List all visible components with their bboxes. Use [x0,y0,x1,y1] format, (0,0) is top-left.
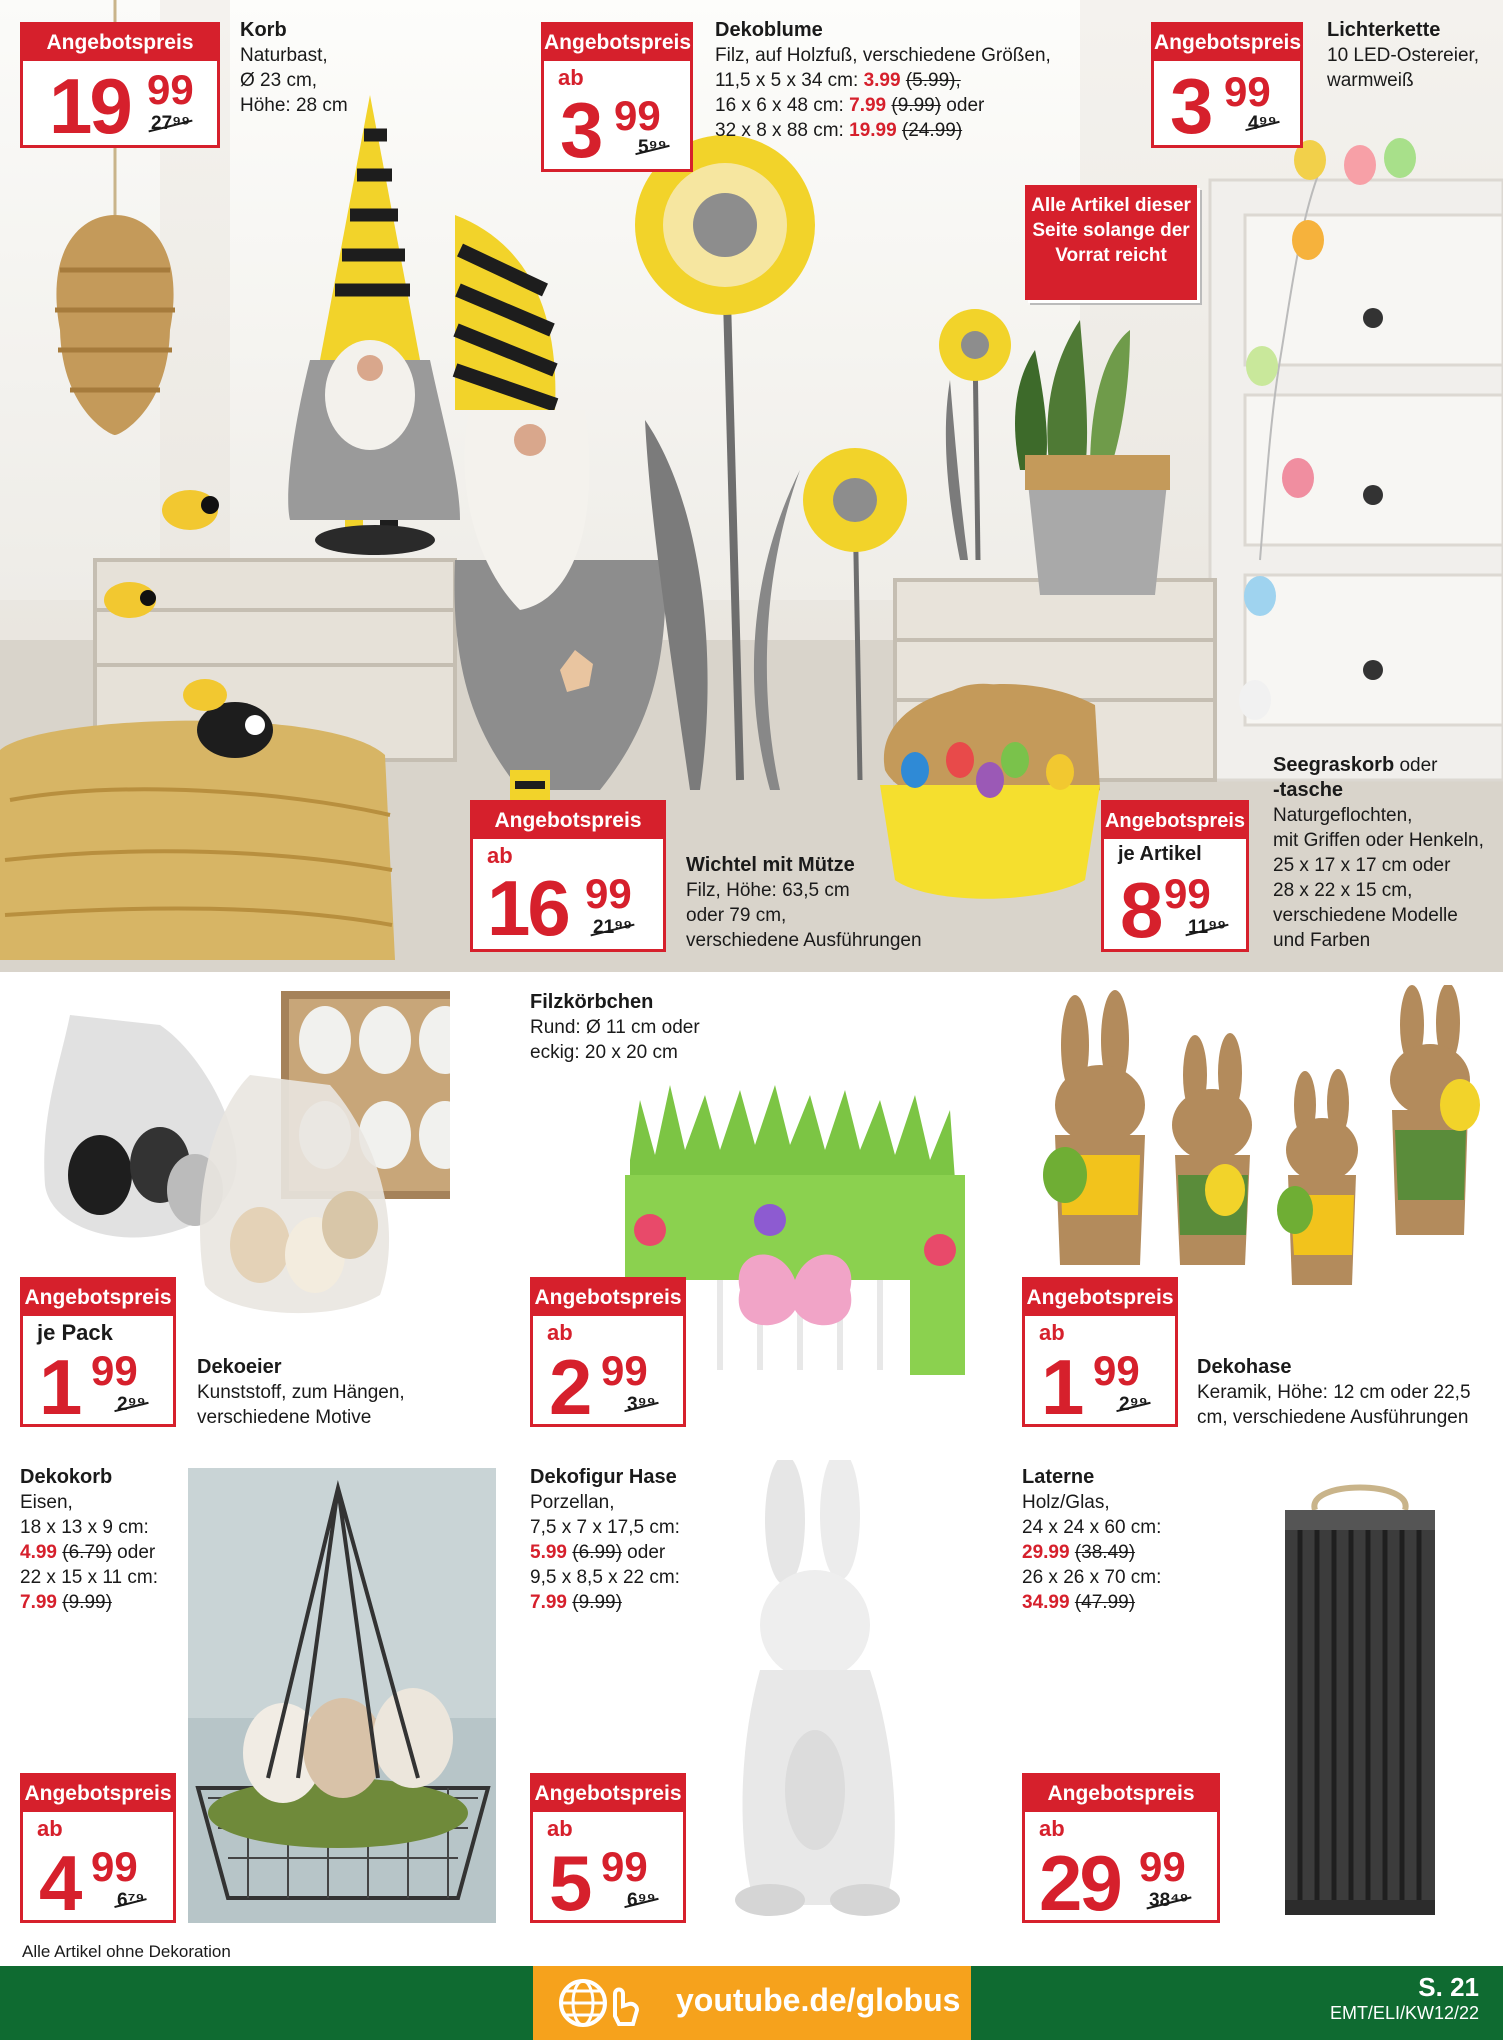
desc-line: Filz, auf Holzfuß, verschiedene Größen, [715,45,1051,66]
sale-price: 34.99 [1022,1592,1070,1613]
price-prefix: je Artikel [1118,843,1202,865]
price-prefix: ab [487,843,513,868]
old-price: (24.99) [901,120,963,141]
price-cents: 99 [91,1347,138,1394]
desc-line: mit Griffen oder Henkeln, [1273,830,1484,851]
conjunction: oder [1394,755,1438,776]
price-box-korb [20,22,220,148]
price-header: Angebotspreis [533,1280,683,1316]
price-box-seegraskorb [1101,800,1249,952]
price-cents: 99 [601,1347,648,1394]
desc-line: verschiedene Motive [197,1407,372,1428]
desc-line: Porzellan, [530,1492,615,1513]
dekokorb-illustration [188,1468,496,1923]
desc-line: verschiedene Ausführungen [686,930,922,951]
price-euro: 2 [549,1343,590,1431]
desc-line [715,93,1051,118]
price-cents: 99 [1139,1843,1186,1890]
desc-line: Ø 23 cm, [240,70,318,91]
desc-title-line [1273,753,1484,778]
old-price: 4⁹⁹ [1248,113,1277,134]
hase-figure-illustration [715,1460,925,1920]
desc-line: und Farben [1273,930,1371,951]
desc-line [715,68,1051,93]
price-header: Angebotspreis [1025,1280,1175,1316]
price-header: Angebotspreis [23,25,217,61]
desc-line: Kunststoff, zum Hängen, [197,1382,405,1403]
old-price: 38⁴⁹ [1149,1890,1189,1911]
sale-price: 7.99 [20,1592,57,1613]
conjunction: oder [941,95,985,116]
desc-line: 9,5 x 8,5 x 22 cm: [530,1567,680,1588]
price-cents: 99 [1093,1347,1140,1394]
price-euro: 5 [549,1839,590,1927]
desc-line [1022,1540,1161,1565]
youtube-url[interactable]: youtube.de/globus [676,1982,961,2018]
sale-price: 29.99 [1022,1542,1070,1563]
price-euro: 4 [39,1839,80,1927]
price-box-dekofigur-hase [530,1773,686,1927]
desc-line: 7,5 x 7 x 17,5 cm: [530,1517,680,1538]
old-price: (5.99), [905,70,961,91]
desc-line: 26 x 26 x 70 cm: [1022,1567,1162,1588]
price-box-filzkoerbchen [530,1277,686,1431]
price-header: Angebotspreis [473,803,663,839]
sale-price: 4.99 [20,1542,57,1563]
old-price: (6.99) [572,1542,622,1563]
globe-hand-icon [553,1976,663,2030]
dekohase-illustration [1020,985,1490,1305]
old-price: (9.99) [891,95,942,116]
price-prefix: ab [558,65,584,90]
old-price: 6⁷⁹ [117,1890,145,1911]
youtube-link[interactable] [533,1966,971,2040]
price-cents: 99 [1164,870,1211,917]
old-price: 2⁹⁹ [1119,1394,1148,1415]
conjunction: oder [621,1542,666,1563]
decoration-note: Alle Artikel ohne Dekoration [22,1942,231,1961]
page-number: S. 21 [1418,1972,1479,2002]
sale-price: 3.99 [863,70,901,91]
price-header: Angebotspreis [544,25,690,61]
desc-dekokorb [20,1465,158,1615]
desc-dekoblume [715,18,1051,143]
desc-line: Naturbast, [240,45,328,66]
price-prefix: ab [37,1816,63,1841]
price-prefix: ab [547,1816,573,1841]
desc-line: 22 x 15 x 11 cm: [20,1567,158,1588]
desc-line: eckig: 20 x 20 cm [530,1042,678,1063]
desc-line: cm, verschiedene Ausführungen [1197,1407,1469,1428]
desc-line: 10 LED-Ostereier, [1327,45,1480,66]
price-header: Angebotspreis [1104,803,1246,839]
price-box-lichterkette [1151,22,1303,148]
price-box-dekohase [1022,1277,1178,1431]
price-euro: 19 [49,62,130,150]
size-label: 16 x 6 x 48 cm: [715,95,850,116]
product-title: Dekokorb [20,1466,113,1488]
sale-price: 5.99 [530,1542,567,1563]
desc-korb [240,18,348,118]
desc-line: verschiedene Modelle [1273,905,1458,926]
edition-code: EMT/ELI/KW12/22 [1329,2003,1479,2023]
desc-laterne [1022,1465,1161,1615]
desc-line: Rund: Ø 11 cm oder [530,1017,700,1038]
product-title: Dekohase [1197,1356,1292,1378]
old-price: (47.99) [1074,1592,1136,1613]
price-cents: 99 [147,66,194,113]
price-box-wichtel [470,800,666,952]
product-title: Dekofigur Hase [530,1466,677,1488]
price-euro: 1 [1041,1343,1082,1431]
desc-line [1022,1590,1161,1615]
desc-filzkoerbchen [530,990,700,1065]
desc-line [530,1540,680,1565]
price-box-dekoeier [20,1277,176,1431]
desc-seegraskorb [1273,753,1484,953]
price-cents: 99 [585,870,632,917]
product-title: Filzkörbchen [530,991,654,1013]
price-box-dekoblume [541,22,693,172]
page-info [1330,1972,1479,2024]
price-box-dekokorb [20,1773,176,1927]
price-euro: 16 [487,864,568,952]
desc-line [715,118,1051,143]
desc-dekoeier [197,1355,405,1430]
price-cents: 99 [91,1843,138,1890]
price-euro: 1 [39,1343,80,1431]
desc-line: 24 x 24 x 60 cm: [1022,1517,1162,1538]
desc-line [20,1540,158,1565]
price-header: Angebotspreis [23,1280,173,1316]
dekoeier-illustration [30,985,450,1325]
price-prefix: ab [547,1320,573,1345]
desc-line: oder 79 cm, [686,905,787,926]
old-price: (38.49) [1074,1542,1136,1563]
desc-line: 18 x 13 x 9 cm: [20,1517,149,1538]
desc-line: Höhe: 28 cm [240,95,348,116]
price-prefix: je Pack [37,1320,113,1345]
old-price: (6.79) [62,1542,112,1563]
old-price: 6⁹⁹ [627,1890,656,1911]
price-euro: 3 [1170,62,1211,150]
desc-line [20,1590,158,1615]
price-cents: 99 [614,92,661,139]
old-price: 11⁹⁹ [1188,917,1227,938]
old-price: 27⁹⁹ [151,113,191,134]
sale-price: 7.99 [530,1592,567,1613]
product-title: Seegraskorb [1273,754,1395,776]
price-prefix: ab [1039,1320,1065,1345]
size-label: 11,5 x 5 x 34 cm: [715,70,864,91]
price-header: Angebotspreis [1025,1776,1217,1812]
price-header: Angebotspreis [533,1776,683,1812]
desc-line [530,1590,680,1615]
old-price: 2⁹⁹ [117,1394,146,1415]
product-title: Wichtel mit Mütze [686,854,855,876]
product-title: Lichterkette [1327,19,1441,41]
product-title: Dekoblume [715,19,823,41]
product-title-alt: -tasche [1273,779,1344,801]
stock-notice-badge: Alle Artikel dieser Seite solange der Vorrat reicht [1025,185,1197,300]
desc-line: Holz/Glas, [1022,1492,1110,1513]
desc-dekohase [1197,1355,1471,1430]
price-box-laterne [1022,1773,1220,1927]
laterne-illustration [1265,1470,1455,1920]
price-cents: 99 [1224,68,1271,115]
desc-lichterkette [1327,18,1479,93]
desc-line: 25 x 17 x 17 cm oder [1273,855,1451,876]
old-price: (9.99) [572,1592,622,1613]
product-title: Dekoeier [197,1356,282,1378]
sale-price: 19.99 [849,120,897,141]
desc-line: Naturgeflochten, [1273,805,1413,826]
price-euro: 3 [560,86,601,174]
sale-price: 7.99 [849,95,887,116]
desc-wichtel [686,853,922,953]
price-cents: 99 [601,1843,648,1890]
conjunction: oder [111,1542,156,1563]
price-header: Angebotspreis [23,1776,173,1812]
desc-line: Keramik, Höhe: 12 cm oder 22,5 [1197,1382,1471,1403]
desc-line: Filz, Höhe: 63,5 cm [686,880,850,901]
old-price: 5⁹⁹ [638,137,667,158]
size-label: 32 x 8 x 88 cm: [715,120,850,141]
price-euro: 8 [1120,866,1161,954]
old-price: (9.99) [62,1592,112,1613]
desc-dekofigur-hase [530,1465,680,1615]
price-header: Angebotspreis [1154,25,1300,61]
product-title: Korb [240,19,287,41]
price-prefix: ab [1039,1816,1065,1841]
price-euro: 29 [1039,1839,1120,1927]
desc-line: Eisen, [20,1492,73,1513]
desc-line: 28 x 22 x 15 cm, [1273,880,1413,901]
product-title: Laterne [1022,1466,1095,1488]
desc-line: warmweiß [1327,70,1414,91]
footer-bar [0,1966,1503,2040]
old-price: 21⁹⁹ [593,917,633,938]
old-price: 3⁹⁹ [627,1394,656,1415]
